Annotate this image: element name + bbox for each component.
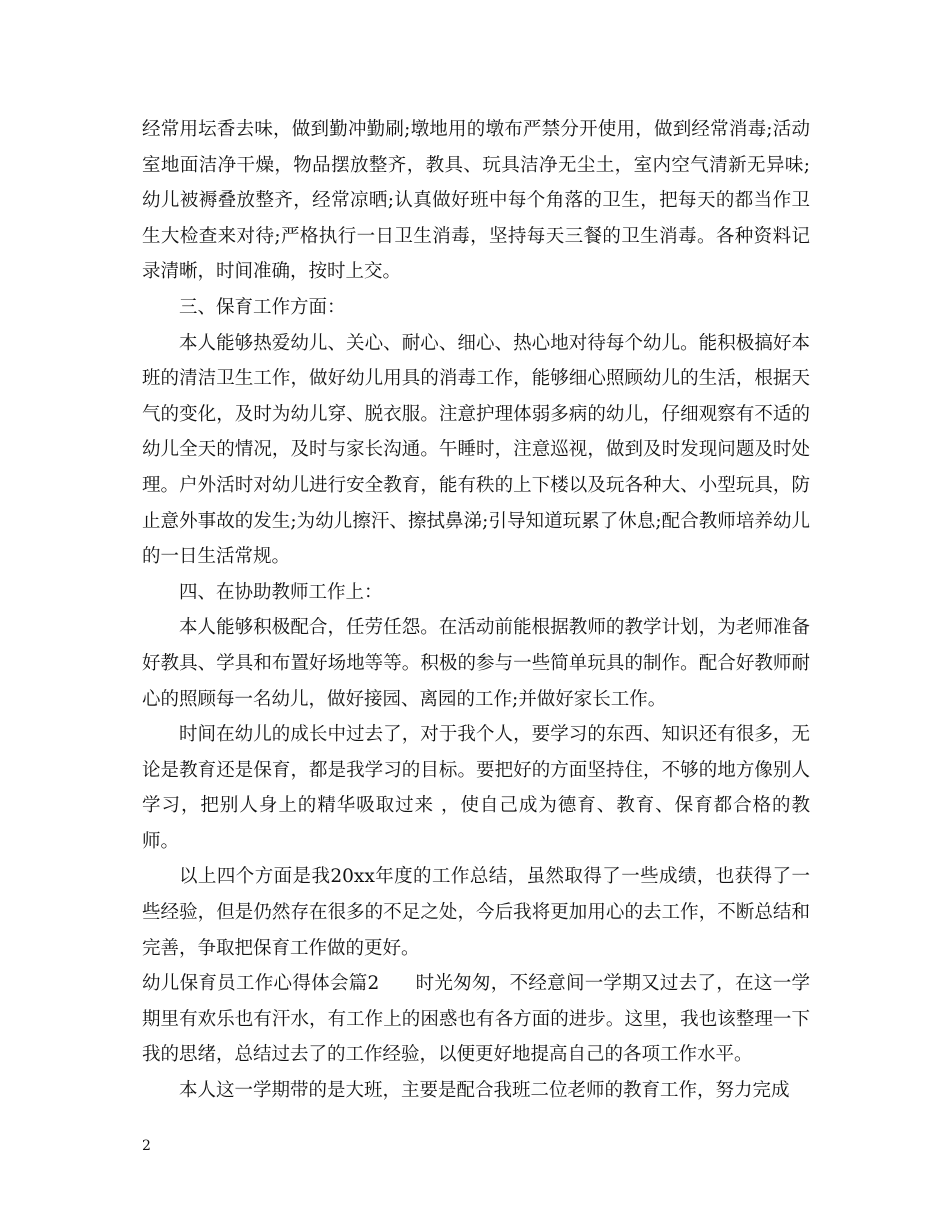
paragraph-assist-teacher: 本人能够积极配合，任劳任怨。在活动前能根据教师的教学计划，为老师准备好教具、学具和布置好场地等等。积极的参与一些简单玩具的制作。配合好教师耐心的照顾每一名幼儿，做好接园、离园的工作;并做好家长工作。 — [142, 617, 810, 710]
paragraph-class-duties: 本人这一学期带的是大班，主要是配合我班二位老师的教育工作，努力完成 — [179, 1080, 790, 1102]
document-page — [142, 112, 810, 1109]
section-title: 幼儿保育员工作心得体会篇2 — [142, 973, 380, 995]
page-number: 2 — [142, 1138, 151, 1154]
paragraph-hygiene-continued: 经常用坛香去味，做到勤冲勤刷;墩地用的墩布严禁分开使用，做到经常消毒;活动室地面洁净干燥，物品摆放整齐，教具、玩具洁净无尘土，室内空气清新无异味;幼儿被褥叠放整齐，经常凉晒;认真做好班中每个角落的卫生，把每天的都当作卫生大检查来对待;严格执行一日卫生消毒，坚持每天三餐的卫生消毒。各种资料记录清晰，时间准确，按时上交。 — [142, 119, 810, 283]
paragraph-care-work: 本人能够热爱幼儿、关心、耐心、细心、热心地对待每个幼儿。能积极搞好本班的清洁卫生工作，做好幼儿用具的消毒工作，能够细心照顾幼儿的生活，根据天气的变化，及时为幼儿穿、脱衣服。注意护理体弱多病的幼儿，仔细观察有不适的幼儿全天的情况，及时与家长沟通。午睡时，注意巡视，做到及时发现问题及时处理。户外活时对幼儿进行安全教育，能有秩的上下楼以及玩各种大、小型玩具，防止意外事故的发生;为幼儿擦汗、擦拭鼻涕;引导知道玩累了休息;配合教师培养幼儿的一日生活常规。 — [142, 332, 810, 568]
heading-assist-teacher: 四、在协助教师工作上： — [179, 581, 383, 603]
paragraph-summary: 以上四个方面是我20xx年度的工作总结，虽然取得了一些成绩，也获得了一些经验，但是仍然存在很多的不足之处，今后我将更加用心的去工作，不断总结和完善，争取把保育工作做的更好。 — [142, 866, 810, 959]
heading-care-work: 三、保育工作方面： — [179, 296, 346, 318]
section-intro-text: 时光匆匆，不经意间一学期又过去了，在这一学期里有欢乐也有汗水，有工作上的困惑也有各方面的进步。这里，我也该整理一下我的思绪，总结过去了的工作经验，以便更好地提高自己的各项工作水平。 — [142, 973, 810, 1066]
paragraph-learning-goals: 时间在幼儿的成长中过去了，对于我个人，要学习的东西、知识还有很多，无论是教育还是保育，都是我学习的目标。要把好的方面坚持住，不够的地方像别人学习，把别人身上的精华吸取过来 ，使自己成为德育、教育、保育都合格的教师。 — [142, 724, 810, 852]
paragraph-section-2 — [142, 966, 810, 1073]
